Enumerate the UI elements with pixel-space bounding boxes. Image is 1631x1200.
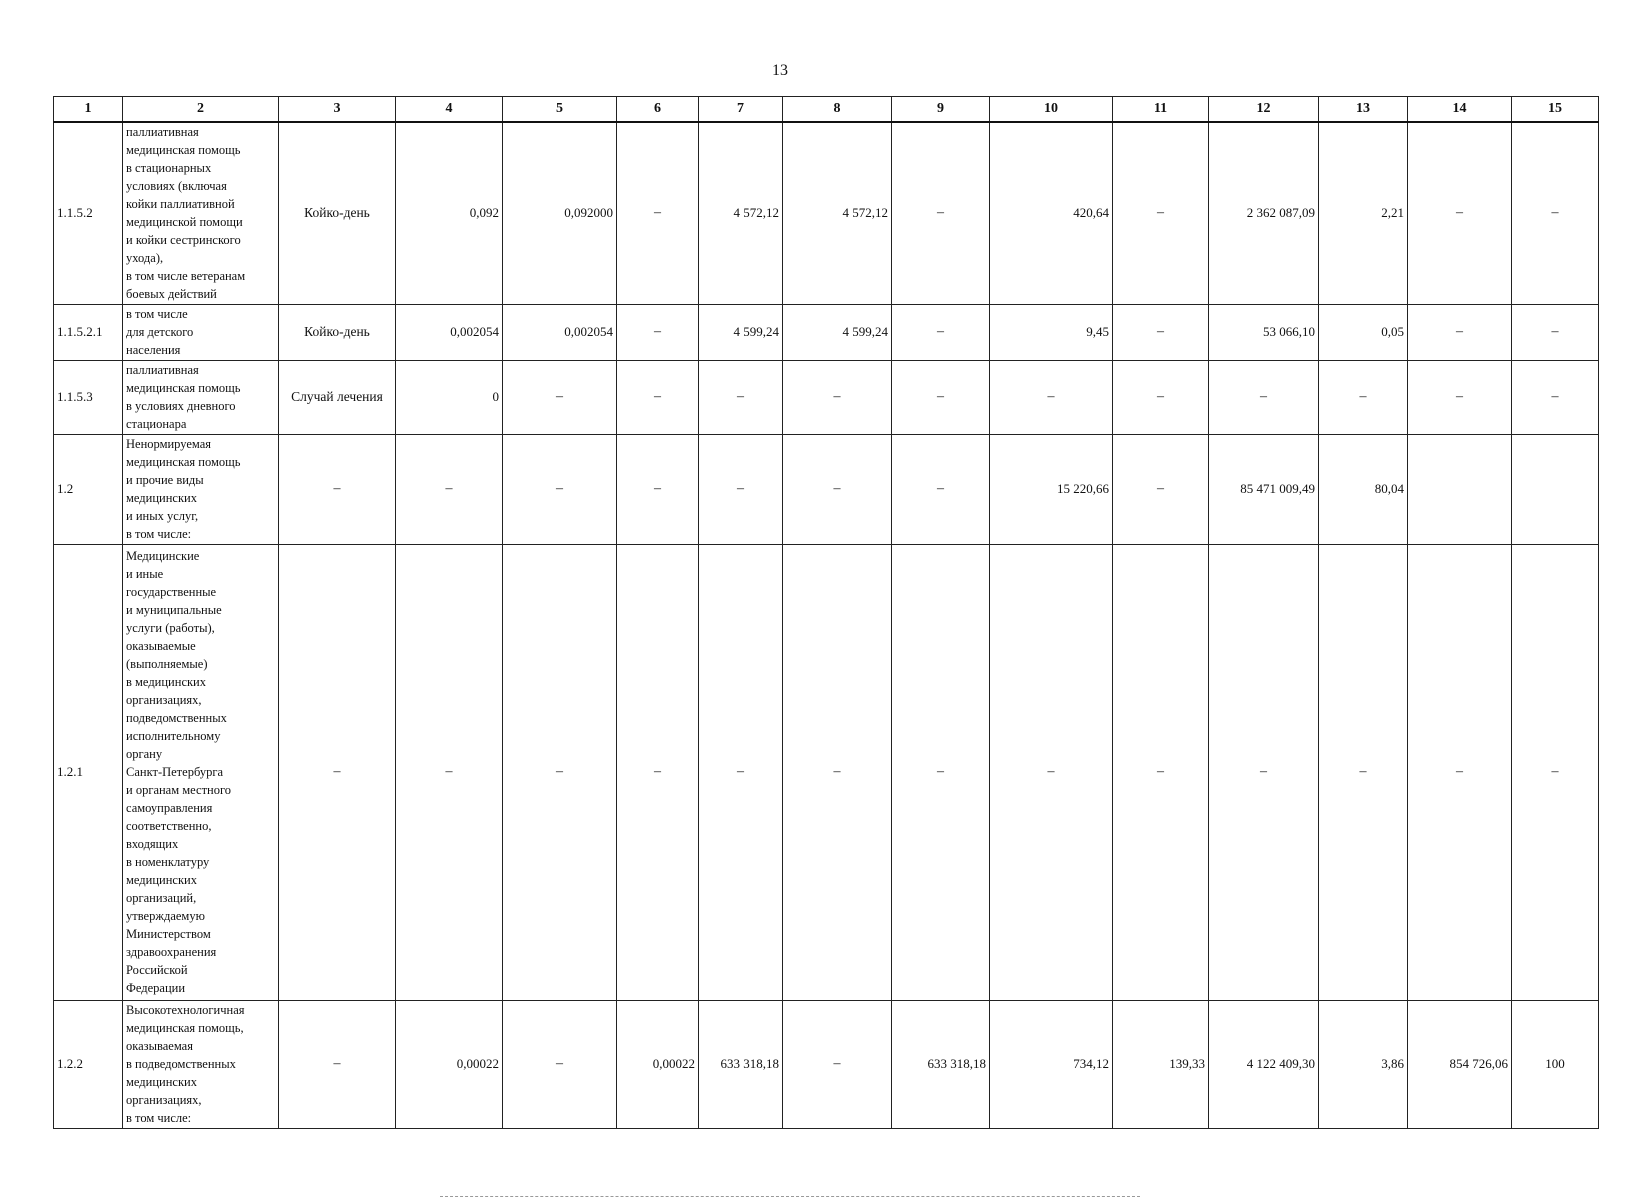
row-code: 1.2 [54,434,123,544]
table-cell: 4 122 409,30 [1209,1000,1319,1128]
table-cell: – [617,544,699,1000]
table-row [54,434,1599,544]
table-cell: 4 599,24 [783,304,892,360]
table-cell: 100 [1512,1000,1599,1128]
table-cell: 2 362 087,09 [1209,122,1319,304]
table-cell: – [617,304,699,360]
table-cell: 0,002054 [503,304,617,360]
column-header: 12 [1209,97,1319,123]
table-cell: – [783,544,892,1000]
table-cell: 0,00022 [617,1000,699,1128]
table-cell: 80,04 [1319,434,1408,544]
table-cell: 633 318,18 [699,1000,783,1128]
column-header: 9 [892,97,990,123]
table-cell: 0,00022 [396,1000,503,1128]
table-cell: 734,12 [990,1000,1113,1128]
table-cell: 4 572,12 [783,122,892,304]
row-code: 1.2.2 [54,1000,123,1128]
table-cell: 0,05 [1319,304,1408,360]
table-cell: – [279,1000,396,1128]
table-cell: – [1408,544,1512,1000]
table-row [54,1000,1599,1128]
row-code: 1.1.5.2.1 [54,304,123,360]
table-cell: – [783,360,892,434]
row-name: Высокотехнологичная медицинская помощь, оказываемая в подведомственных медицинских организациях, в том числе: [123,1000,279,1128]
column-header: 6 [617,97,699,123]
bottom-divider [440,1196,1140,1198]
row-name: в том числе для детского населения [123,304,279,360]
row-name: паллиативная медицинская помощь в условиях дневного стационара [123,360,279,434]
table-row [54,122,1599,304]
column-header: 13 [1319,97,1408,123]
table-cell: – [990,544,1113,1000]
column-header: 15 [1512,97,1599,123]
table-cell: 854 726,06 [1408,1000,1512,1128]
table-cell: – [699,544,783,1000]
table-cell: – [503,544,617,1000]
table-cell: – [1113,360,1209,434]
table-cell: – [1512,304,1599,360]
column-header: 4 [396,97,503,123]
table-cell: – [699,360,783,434]
table-cell: – [783,1000,892,1128]
table-cell: – [783,434,892,544]
table-cell: – [892,544,990,1000]
table-cell: 0,002054 [396,304,503,360]
table-cell: – [892,360,990,434]
table-cell: – [1408,360,1512,434]
table-cell: – [892,304,990,360]
column-header: 5 [503,97,617,123]
table-cell: – [396,544,503,1000]
table-cell: – [892,434,990,544]
row-name: Медицинские и иные государственные и муниципальные услуги (работы), оказываемые (выполняемые) в медицинских организациях, подведомственных исполнительному органу Санкт-Петербурга и органам местного самоуправления соответственно, входящих в номенклатуру медицинских организаций, утверждаемую Министерством здравоохранения Российской Федерации [123,544,279,1000]
table-cell: 2,21 [1319,122,1408,304]
page-number: 13 [772,62,788,79]
table-cell: – [1408,122,1512,304]
table-cell: 53 066,10 [1209,304,1319,360]
table-cell [1512,434,1599,544]
table-cell: – [699,434,783,544]
column-header: 10 [990,97,1113,123]
table-cell: 139,33 [1113,1000,1209,1128]
table-cell: – [1113,304,1209,360]
column-header: 8 [783,97,892,123]
row-code: 1.2.1 [54,544,123,1000]
table-cell: – [990,360,1113,434]
row-name: паллиативная медицинская помощь в стационарных условиях (включая койки паллиативной медицинской помощи и койки сестринского ухода), в том числе ветеранам боевых действий [123,122,279,304]
table-row [54,304,1599,360]
table-cell: 85 471 009,49 [1209,434,1319,544]
table-cell: – [617,122,699,304]
table-cell: – [279,544,396,1000]
table-cell: 4 599,24 [699,304,783,360]
table-cell: – [1512,122,1599,304]
table-cell: – [503,1000,617,1128]
column-header: 14 [1408,97,1512,123]
table-cell: – [1319,360,1408,434]
table-cell: 0,092000 [503,122,617,304]
row-code: 1.1.5.2 [54,122,123,304]
table-row [54,360,1599,434]
table-cell: – [1209,544,1319,1000]
column-header: 11 [1113,97,1209,123]
table-cell: – [1113,544,1209,1000]
column-header: 7 [699,97,783,123]
table-cell: 9,45 [990,304,1113,360]
table-cell: – [617,360,699,434]
table-cell: – [1113,434,1209,544]
table-cell: – [1319,544,1408,1000]
table-header-row [54,97,1599,123]
table-cell: – [503,360,617,434]
row-code: 1.1.5.3 [54,360,123,434]
table-cell: – [617,434,699,544]
table-cell: – [1408,304,1512,360]
row-unit: Койко-день [279,304,396,360]
table-cell: – [396,434,503,544]
table-cell: – [503,434,617,544]
column-header: 2 [123,97,279,123]
column-header: 1 [54,97,123,123]
column-header: 3 [279,97,396,123]
table-cell: – [1209,360,1319,434]
table-cell: 15 220,66 [990,434,1113,544]
table-cell: 633 318,18 [892,1000,990,1128]
table-cell: 0,092 [396,122,503,304]
table-cell: – [1512,544,1599,1000]
table-cell: – [279,434,396,544]
table-cell [1408,434,1512,544]
table-cell: – [1113,122,1209,304]
table-cell: 0 [396,360,503,434]
row-name: Ненормируемая медицинская помощь и прочие виды медицинских и иных услуг, в том числе: [123,434,279,544]
table-cell: 4 572,12 [699,122,783,304]
row-unit: Случай лечения [279,360,396,434]
table-cell: – [892,122,990,304]
table-cell: 3,86 [1319,1000,1408,1128]
table-row [54,544,1599,1000]
table-cell: – [1512,360,1599,434]
table-cell: 420,64 [990,122,1113,304]
document-table [53,96,1599,1129]
row-unit: Койко-день [279,122,396,304]
